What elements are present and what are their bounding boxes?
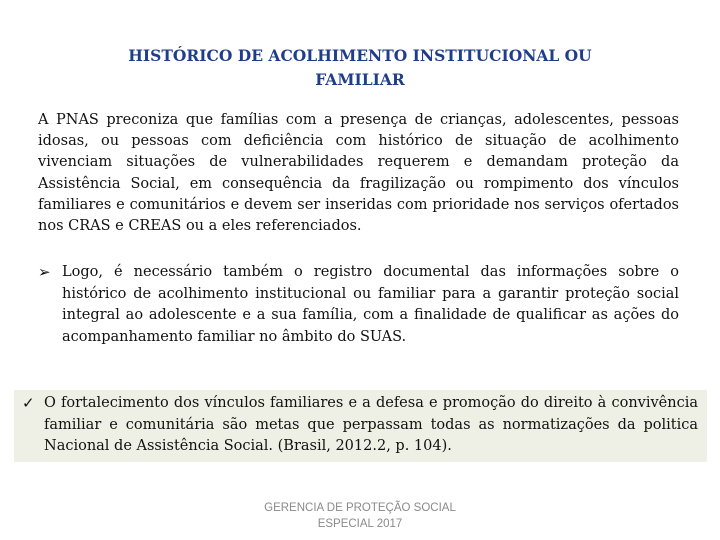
page-title-line-1: HISTÓRICO DE ACOLHIMENTO INSTITUCIONAL OU xyxy=(128,46,592,65)
footer-line-1: GERENCIA DE PROTEÇÃO SOCIAL xyxy=(264,502,456,514)
arrow-bullet-text: Logo, é necessário também o registro documental das informações sobre o histórico de acolhimento institucional ou familiar para a garantir proteção social integral ao adolescente e a sua família, com a finalidade de qualificar as ações do acompanhamento familiar no âmbito do SUAS. xyxy=(62,264,679,345)
intro-paragraph: A PNAS preconiza que famílias com a presença de crianças, adolescentes, pessoas idosas, ou pessoas com deficiência com histórico de situação de acolhimento vivenciam situações de vulnerabilidades requerem e demandam proteção da Assistência Social, em consequência da fragilização ou rompimento dos vínculos familiares e comunitários e devem ser inseridas com prioridade nos serviços ofertados nos CRAS e CREAS ou a eles referenciados. xyxy=(38,112,679,235)
footer-line-2: ESPECIAL 2017 xyxy=(317,518,403,530)
page-title xyxy=(60,44,660,92)
highlighted-check-item xyxy=(14,390,707,462)
arrow-bullet-item xyxy=(38,262,679,348)
checkmark-icon: ✓ xyxy=(22,394,35,412)
page-title-line-2: FAMILIAR xyxy=(315,70,405,89)
footer xyxy=(210,500,510,532)
check-bullet-text: O fortalecimento dos vínculos familiares e a defesa e promoção do direito à convivência familiar e comunitária são metas que perpassam todas as normatizações da politica Nacional de Assistência Social. (Brasil, 2012.2, p. 104). xyxy=(44,395,698,454)
arrow-bullet-icon: ➢ xyxy=(38,263,51,281)
